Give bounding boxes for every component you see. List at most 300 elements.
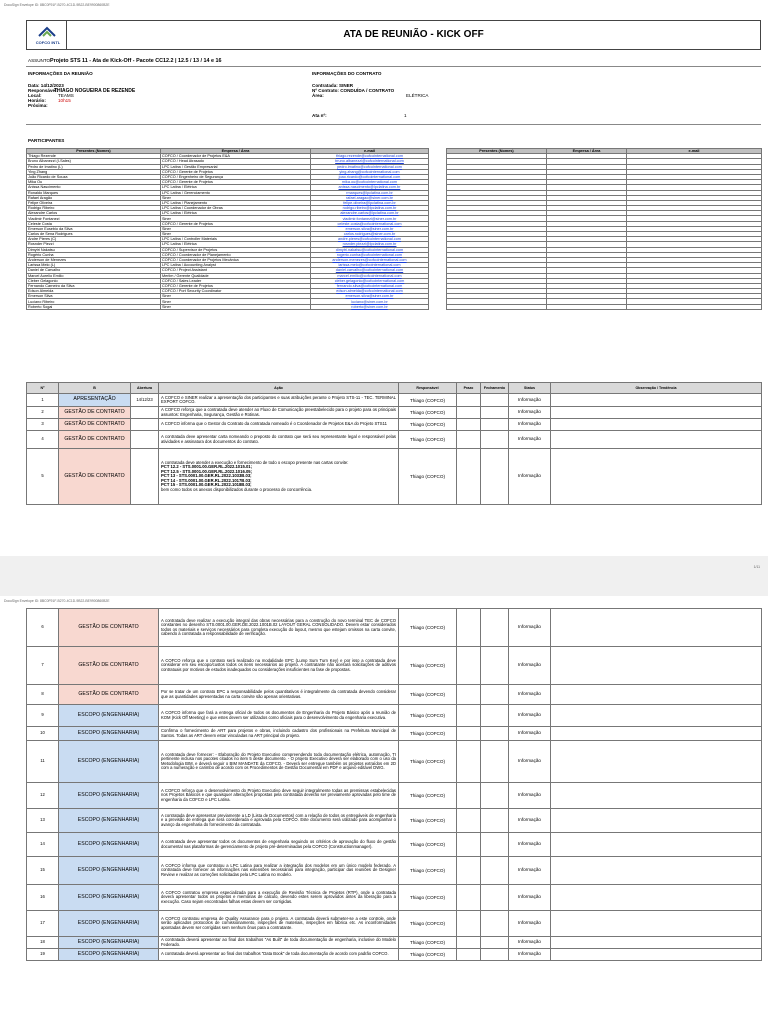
action-row [27, 431, 762, 449]
time-value: 10h15 [58, 98, 71, 103]
action-deadline [457, 911, 481, 937]
action-closing [481, 419, 509, 431]
action-text: A COFCO reforça que o desenvolvimento do Projeto Executivo deve seguir integralmente todas as premissas estabelecidas nos Projetos Básicos e que quaisquer alterações propostas pela contratada deverão ser previamente aprovadas pelo time de engenharia da COFCO e LPC Latina. [159, 783, 399, 809]
action-responsible: Thiago (COFCO) [399, 833, 457, 857]
action-status: Informação [509, 394, 551, 407]
col-header-company: Empresa / Área [547, 149, 627, 154]
col-header-name: Presentes (Nomes) [27, 149, 161, 154]
action-status: Informação [509, 705, 551, 727]
action-category: ESCOPO (ENGENHARIA) [59, 949, 159, 961]
action-responsible: Thiago (COFCO) [399, 609, 457, 647]
action-category: GESTÃO DE CONTRATO [59, 431, 131, 449]
participant-email[interactable]: pedro.imatino@cofcointernational.com [311, 164, 429, 169]
action-row [27, 885, 762, 911]
action-category: GESTÃO DE CONTRATO [59, 419, 131, 431]
participant-email[interactable]: marcel.emilio@cofcointernational.com [311, 273, 429, 278]
empty-cell [547, 304, 627, 309]
participant-name: Marcel Aurelio Emilio [27, 273, 161, 278]
action-text: A contratada deverá apresentar ao final dos trabalhos "Data Book" de toda documentação de acordo com padrão COFCO. [159, 949, 399, 961]
action-status: Informação [509, 809, 551, 833]
action-notes [551, 949, 762, 961]
action-notes [551, 857, 762, 885]
col-header-deadline: Prazo [457, 383, 481, 394]
action-category: ESCOPO (ENGENHARIA) [59, 741, 159, 783]
participant-email[interactable]: carlos.rodrigues@siner.com.br [311, 232, 429, 237]
action-deadline [457, 685, 481, 705]
action-responsible: Thiago (COFCO) [399, 431, 457, 449]
action-category: ESCOPO (ENGENHARIA) [59, 809, 159, 833]
participant-email[interactable]: anissa.nascimento@lpclatina.com.br [311, 185, 429, 190]
participant-company: Siner [161, 304, 311, 309]
logo-text: COFCO INTL [35, 40, 61, 45]
action-row [27, 394, 762, 407]
participant-company: Siner [161, 299, 311, 304]
participant-name: Bruno Albanezzi (I-Sales) [27, 159, 161, 164]
action-text-tail: bem como todos os anexos disponibilizados durante o processo de concorrência. [161, 486, 313, 492]
action-category: ESCOPO (ENGENHARIA) [59, 937, 159, 949]
participant-email[interactable]: andre.pieres@cofcointernational.com [311, 237, 429, 242]
participant-company: Siner [161, 294, 311, 299]
action-row [27, 949, 762, 961]
participant-email[interactable]: rogerio.cunha@cofcointernational.com [311, 252, 429, 257]
participant-email[interactable]: daniel.carvalho@cofcointernational.com [311, 268, 429, 273]
action-closing [481, 609, 509, 647]
action-deadline [457, 647, 481, 685]
action-number: 8 [27, 685, 59, 705]
participant-email[interactable]: luciano@siner.com.br [311, 299, 429, 304]
action-closing [481, 685, 509, 705]
action-number: 18 [27, 937, 59, 949]
action-row [27, 449, 762, 505]
action-deadline [457, 885, 481, 911]
empty-cell [627, 304, 762, 309]
participants-table [26, 148, 429, 310]
action-row [27, 741, 762, 783]
action-deadline [457, 937, 481, 949]
date-label: Data: 14/12/2023 [28, 83, 64, 88]
participant-company: COFCO / Head Atrasado [161, 159, 311, 164]
action-notes [551, 741, 762, 783]
action-closing [481, 937, 509, 949]
action-text [159, 394, 399, 407]
participant-company: Siner [161, 232, 311, 237]
action-status: Informação [509, 727, 551, 741]
scope-package: PCT 12.2 - STS.0001.00.GER.RL.2022.1015.01; [161, 464, 253, 470]
action-closing [481, 407, 509, 419]
action-open-date [131, 419, 159, 431]
action-closing [481, 783, 509, 809]
action-status: Informação [509, 937, 551, 949]
participant-name: Larissa Melo (L) [27, 263, 161, 268]
participant-email[interactable]: edson.almeida@cofcointernational.com [311, 289, 429, 294]
participant-company: LPC Latina / Coordenador de Obras [161, 206, 311, 211]
header-box [26, 20, 761, 50]
participant-email[interactable]: joao.ricardo@cofcointernational.com [311, 174, 429, 179]
participant-company: COFCO / Project Assistant [161, 268, 311, 273]
action-row [27, 407, 762, 419]
action-responsible: Thiago (COFCO) [399, 647, 457, 685]
action-row [27, 727, 762, 741]
actions-table [26, 382, 762, 505]
participant-name: Roberto Sogai [27, 304, 161, 309]
action-responsible: Thiago (COFCO) [399, 741, 457, 783]
action-notes [551, 809, 762, 833]
action-number: 14 [27, 833, 59, 857]
local-label: Local: [28, 93, 42, 98]
action-deadline [457, 783, 481, 809]
participant-email[interactable]: cleber.gelagonio@cofcointernational.com [311, 278, 429, 283]
participant-name: Rodrigo Ribeiro [27, 206, 161, 211]
participant-email[interactable]: alexandre.carlos@lpclatina.com.br [311, 211, 429, 216]
action-notes [551, 833, 762, 857]
action-deadline [457, 833, 481, 857]
participant-email[interactable]: thiago.rezende@cofcointernational.com [311, 154, 429, 159]
participant-email[interactable]: rafael.aragao@siner.com.br [311, 195, 429, 200]
action-responsible: Thiago (COFCO) [399, 949, 457, 961]
participant-company: COFCO / Port Security Coordinator [161, 289, 311, 294]
action-status: Informação [509, 783, 551, 809]
assunto-value: Projeto STS 11 - Ata de Kick-Off - Pacote CC12.2 | 12.5 / 13 / 14 e 16 [50, 58, 222, 64]
participant-name: Rosnder Piezzi [27, 242, 161, 247]
action-deadline [457, 431, 481, 449]
participant-name: Fernando Carneiro da Silva [27, 283, 161, 288]
page-title: ATA DE REUNIÃO - KICK OFF [343, 29, 484, 40]
participant-company: Siner [161, 226, 311, 231]
participant-name: Ronaldo Marques [27, 190, 161, 195]
participant-company: LPC Latina / Planejamento [161, 200, 311, 205]
responsible-value: THIAGO NOGUEIRA DE REZENDE [54, 88, 136, 94]
action-status: Informação [509, 833, 551, 857]
action-closing [481, 647, 509, 685]
page-number: 1/11 [753, 565, 760, 569]
participant-email[interactable]: roberto@siner.com.br [311, 304, 429, 309]
action-deadline [457, 609, 481, 647]
action-notes [551, 937, 762, 949]
participant-email[interactable]: anderson.menezes@cofcointernational.com [311, 257, 429, 262]
action-category: ESCOPO (ENGENHARIA) [59, 783, 159, 809]
participant-company: Siner [161, 195, 311, 200]
contract-label: Nº Contrato: CONDUÍDA / CONTRATO [312, 88, 395, 93]
participant-name: Emerson Eusebio da Silva [27, 226, 161, 231]
action-responsible: Thiago (COFCO) [399, 937, 457, 949]
table-row-empty [447, 304, 762, 309]
participant-email[interactable]: dimytri.nakatsu@cofcointernational.com [311, 247, 429, 252]
action-row [27, 419, 762, 431]
action-closing [481, 857, 509, 885]
action-row [27, 647, 762, 685]
table-row [27, 304, 429, 309]
action-deadline [457, 419, 481, 431]
action-category: ESCOPO (ENGENHARIA) [59, 857, 159, 885]
action-notes [551, 783, 762, 809]
action-notes [551, 609, 762, 647]
next-label: Próxima: [28, 103, 48, 108]
action-open-date [131, 449, 159, 505]
action-status: Informação [509, 949, 551, 961]
action-number: 7 [27, 647, 59, 685]
action-status: Informação [509, 647, 551, 685]
participant-name: Anderson de Menezes [27, 257, 161, 262]
action-notes [551, 685, 762, 705]
action-number: 17 [27, 911, 59, 937]
participant-company: COFCO / Gerente de Projetos [161, 221, 311, 226]
participant-name: Emerson Silva [27, 294, 161, 299]
col-header-email: e-mail [311, 149, 429, 154]
action-closing [481, 394, 509, 407]
action-row [27, 857, 762, 885]
action-number: 10 [27, 727, 59, 741]
action-responsible: Thiago (COFCO) [399, 419, 457, 431]
action-text-body: A contratada deve atender a execução e fornecimento de todo o escopo presente nas cartas convite: [161, 459, 349, 465]
area-label: Área: [312, 93, 324, 98]
action-deadline [457, 857, 481, 885]
minutes-number-value: 1 [404, 113, 407, 118]
action-notes [551, 449, 762, 505]
scope-package: PCT 15 - STS.0001.00.GER.RL.2022.1018B.03; [161, 482, 252, 488]
action-category: ESCOPO (ENGENHARIA) [59, 885, 159, 911]
participant-name: Luciano Ribeiro [27, 299, 161, 304]
section-participants: PARTICIPANTES [28, 138, 65, 143]
actions-table-continued [26, 608, 762, 961]
action-closing [481, 431, 509, 449]
action-number: 11 [27, 741, 59, 783]
action-deadline [457, 394, 481, 407]
action-status: Informação [509, 449, 551, 505]
action-responsible: Thiago (COFCO) [399, 911, 457, 937]
participant-email[interactable]: rmarques@lpclatina.com.br [311, 190, 429, 195]
participant-name: Rafael Aragão [27, 195, 161, 200]
participant-email[interactable]: celeste.costa@cofcointernational.com [311, 221, 429, 226]
participant-name: Alexandre Carlos [27, 211, 161, 216]
action-number: 15 [27, 857, 59, 885]
action-row [27, 833, 762, 857]
col-header-category: B [59, 383, 131, 394]
participant-company: COFCO / Sales Leader [161, 278, 311, 283]
action-deadline [457, 949, 481, 961]
print-stamp: DocuSign Envelope ID: 8BC0F91F-B270-4C1D-9B22-BE9900860B2E [4, 599, 110, 603]
action-text: Confirma o fornecimento de ART para projetos e obras, incluindo cadastro dos profissionais na Prefeitura Municipal de Santos. Todas as ART devem estar vinculadas na ART principal do projeto. [159, 727, 399, 741]
participant-name: Pedro de Imatino (L) [27, 164, 161, 169]
action-row [27, 937, 762, 949]
assunto-label: ASSUNTO: [28, 58, 52, 63]
action-deadline [457, 809, 481, 833]
participant-name: Edson Almeida [27, 289, 161, 294]
action-row [27, 609, 762, 647]
action-deadline [457, 741, 481, 783]
action-open-date [131, 431, 159, 449]
col-header-responsible: Responsável [399, 383, 457, 394]
action-status: Informação [509, 685, 551, 705]
page-2 [0, 596, 768, 1024]
action-closing [481, 809, 509, 833]
action-responsible: Thiago (COFCO) [399, 685, 457, 705]
action-closing [481, 727, 509, 741]
action-number: 13 [27, 809, 59, 833]
col-header-number: Nº [27, 383, 59, 394]
action-notes [551, 727, 762, 741]
scope-package: PCT 13 - STS.0001.00.GER.RL.2022.1033B.03; [161, 473, 252, 479]
action-status: Informação [509, 911, 551, 937]
action-row [27, 809, 762, 833]
action-status: Informação [509, 609, 551, 647]
action-row [27, 685, 762, 705]
action-closing [481, 741, 509, 783]
divider [26, 124, 761, 125]
action-text: A contratada deve apresentar previamente a LD (Lista de Documentos) com a relação de todos os entregáveis de engenharia e a previsão de entrega que será considerada e aprovada pela COFCO. Este documento será utilizado para acompanhar o avanço da engenharia do fornecimento da contratada. [159, 809, 399, 833]
participant-email[interactable]: felipe.oliveira@lpclatina.com.br [311, 200, 429, 205]
company-logo [27, 21, 67, 49]
action-text: A COFCO informa que contratou a LPC Latina para realizar a integração dos modelos em um único modelo federado. A contratada deve fornecer as informações nas extensões necessárias para integração, participar das reuniões de Designer Review e realizar as correções solicitadas pela LPC Latina no modelo. [159, 857, 399, 885]
meeting-sheet-continued [26, 608, 761, 1024]
col-header-email: e-mail [627, 149, 762, 154]
section-meeting-info: INFORMAÇÕES DA REUNIÃO [28, 71, 93, 76]
action-notes [551, 407, 762, 419]
participant-company: LPC Latina / Elétrica [161, 242, 311, 247]
action-row [27, 783, 762, 809]
action-category: ESCOPO (ENGENHARIA) [59, 833, 159, 857]
col-header-closing: Fechamento [481, 383, 509, 394]
action-status: Informação [509, 407, 551, 419]
action-number: 5 [27, 449, 59, 505]
participant-email[interactable]: vladimir.fontanezi@siner.com.br [311, 216, 429, 221]
participant-company: LPC Latina / Elétrica [161, 185, 311, 190]
participant-email[interactable]: mika.ou@cofcointernational.com [311, 180, 429, 185]
participant-name: Felipe Oliveira [27, 200, 161, 205]
participant-name: Thiago Rezende [27, 154, 161, 159]
participant-company: LPC Latina / Gerenciamento [161, 190, 311, 195]
participant-name: Daniel de Carvalho [27, 268, 161, 273]
action-number: 16 [27, 885, 59, 911]
action-category: GESTÃO DE CONTRATO [59, 407, 131, 419]
participant-email[interactable]: larissa.melo@cofcointernational.com [311, 263, 429, 268]
action-text [159, 431, 399, 449]
action-category: GESTÃO DE CONTRATO [59, 647, 159, 685]
action-text-body: A contratada deve apresentar carta nomeando o preposto do contrato que será seu representante legal e responsável pelas atividades e assinatura dos documentos do contrato. [161, 434, 396, 444]
empty-cell [447, 304, 547, 309]
action-responsible: Thiago (COFCO) [399, 449, 457, 505]
participants-table-right [446, 148, 762, 310]
action-category: GESTÃO DE CONTRATO [59, 449, 131, 505]
participant-email[interactable]: rosnder.piezzi@lpclatina.com.br [311, 242, 429, 247]
col-header-status: Status [509, 383, 551, 394]
participant-name: João Ricardo de Souza [27, 174, 161, 179]
action-text: A contratada deve fornecer: - Elaboração do Projeto Executivo compreendendo toda documentação elétrica, automação, TI pertinente inclusa nos pacotes citados no item 5 deste documento. - O projeto Executivo deverá ser elaborado com o uso da Metodologia BIM, e deverá seguir o BIM MANDATE da COFCO. - Deverá ser entregue também os projetos extraídos em 2D com a numeração e carimbo de acordo com os Procedimentos de Gestão Documental em PDF e arquivo editável DWG. [159, 741, 399, 783]
action-responsible: Thiago (COFCO) [399, 857, 457, 885]
action-text-body: A COFCO informa que o Gestor do Contrato da contratada nomeado é o Coordenador de Projetos E&A do Projeto STS11 [161, 421, 387, 427]
participant-company: Merlim / Gerente Qualidade [161, 273, 311, 278]
action-deadline [457, 705, 481, 727]
participant-company: COFCO / Gerente de Projetos [161, 169, 311, 174]
col-header-name: Presentes (Nomes) [447, 149, 547, 154]
action-text: A COFCO reforça que o contrato será realizado na modalidade EPC (Lump Sum Turn Key) e por isso a contratada deve considerar em seu escopo/custos todos os itens necessários ao projeto. A contratante não aceitará solicitações de aditivos contratuais por motivos de estudos inadequados ou considerações insuficientes na fase de propostas. [159, 647, 399, 685]
participant-name: Carlos de Sena Rodrigues [27, 232, 161, 237]
action-text [159, 449, 399, 505]
action-closing [481, 449, 509, 505]
action-number: 9 [27, 705, 59, 727]
participant-name: Mika Ou [27, 180, 161, 185]
participant-email[interactable]: fernando.silva@cofcointernational.com [311, 283, 429, 288]
action-notes [551, 394, 762, 407]
scope-package: PCT 12.5 - STS.0001.00.GER.RL.2022.1016.05; [161, 468, 253, 474]
action-notes [551, 705, 762, 727]
action-responsible: Thiago (COFCO) [399, 783, 457, 809]
section-contract-info: INFORMAÇÕES DO CONTRATO [312, 71, 382, 76]
participant-email[interactable]: bruno.albanezzi@cofcointernational.com [311, 159, 429, 164]
time-label: Horário: [28, 98, 46, 103]
action-text: A contratada deve apresentar todos os documentos de engenharia seguindo os critérios de aprovação do fluxo de gestão documental nas plataformas de gerenciamento de projeto pré-determinadas pela COFCO (Constructionmanager). [159, 833, 399, 857]
logo-icon [37, 26, 57, 38]
participant-company: LPC Latina / Gestão Empresarial [161, 164, 311, 169]
action-responsible: Thiago (COFCO) [399, 394, 457, 407]
participant-name: Vladimir Fontanezi [27, 216, 161, 221]
participant-email[interactable]: emerson.silva@siner.com.br [311, 294, 429, 299]
action-category: ESCOPO (ENGENHARIA) [59, 727, 159, 741]
action-text [159, 407, 399, 419]
col-header-action: Ação [159, 383, 399, 394]
action-notes [551, 911, 762, 937]
col-header-company: Empresa / Área [161, 149, 311, 154]
participant-company: COFCO / Coordenador de Projetos E&A [161, 154, 311, 159]
meeting-sheet [26, 20, 761, 556]
participant-company: COFCO / Supervisor de Projetos [161, 247, 311, 252]
action-number: 3 [27, 419, 59, 431]
action-text: A COFCO contratou empresa de Quality Assurance para o projeto. A contratada deverá submeter-se a este controle, onde serão aplicados protocolos de comissionamento, inspeções de materiais, inspeções em fábrica etc. As inconformidades apontadas devem ser corrigidas sem nenhum ônus para a contratante. [159, 911, 399, 937]
action-text-body: A COFCO e SINER realizar a apresentação dos participantes e suas atribuições perante o Projeto STS-11 - TEC. TERMINAL EXPORT COFCO. [161, 394, 396, 404]
participant-company: COFCO / Gerente de Projetos [161, 180, 311, 185]
responsible-label: Responsável: [28, 88, 58, 93]
action-text: A COFCO informa que fará a entrega oficial de todos os documentos de Engenharia do Projeto Básico após a reunião de KOM (Kick Off Meeting) e que estes devem ser utilizados como oficiais para o desenvolvimento da engenharia executiva. [159, 705, 399, 727]
participant-company: LPC Latina / Elétrica [161, 211, 311, 216]
action-text: Por se tratar de um contrato EPC a responsabilidade pelos quantitativos é integralmente da contratada devendo considerar que as quantidades apresentadas na carta convite são apenas orientativas. [159, 685, 399, 705]
action-deadline [457, 407, 481, 419]
action-row [27, 705, 762, 727]
action-responsible: Thiago (COFCO) [399, 727, 457, 741]
participant-email[interactable]: emerson.silva@siner.com.br [311, 226, 429, 231]
action-text: A contratada deve realizar a execução integral das obras necessárias para a construção do novo terminal TEC de COFCO constantes no desenho STS.0001.00.GER.DE.2022.1001B.02 LAYOUT GERAL CONSOLIDADO. Devem estar considerados todos os materiais e serviços necessários para completa execução do layout, mesmo que estejam omissos na carta convite, cabendo à contratada a responsabilidade de verificação. [159, 609, 399, 647]
action-notes [551, 647, 762, 685]
divider [26, 66, 761, 67]
participant-company: LPC Latina / Controller Materiais [161, 237, 311, 242]
action-number: 4 [27, 431, 59, 449]
action-notes [551, 885, 762, 911]
action-notes [551, 419, 762, 431]
action-responsible: Thiago (COFCO) [399, 885, 457, 911]
participant-company: COFCO / Coordenador de Projetos Mecânica [161, 257, 311, 262]
action-status: Informação [509, 885, 551, 911]
participant-company: COFCO / Coordenador de Planejamento [161, 252, 311, 257]
participant-name: Celeste Costa [27, 221, 161, 226]
action-number: 2 [27, 407, 59, 419]
action-row [27, 911, 762, 937]
minutes-number-label: Ata nº: [312, 113, 327, 118]
action-deadline [457, 449, 481, 505]
participant-name: Anissa Nascimento [27, 185, 161, 190]
action-category: ESCOPO (ENGENHARIA) [59, 705, 159, 727]
participant-company: LPC Latina / Accounting Analyst [161, 263, 311, 268]
action-text: A contratada deverá apresentar ao final dos trabalhos "As Built" de toda documentação de engenharia, inclusive do Modelo Federado. [159, 937, 399, 949]
contractor-label: Contratada: SINER [312, 83, 354, 88]
action-text-body: A COFCO reforça que a contratada deve atender ao Fluxo de Comunicação preestabelecido para o projeto para os principais assuntos: Engenharia, Segurança, Gestão e Rotinas. [161, 407, 396, 417]
participant-email[interactable]: ying.zhang@cofcointernational.com [311, 169, 429, 174]
col-header-notes: Observação / Tendência [551, 383, 762, 394]
action-responsible: Thiago (COFCO) [399, 407, 457, 419]
action-open-date [131, 407, 159, 419]
action-open-date: 14/12/23 [131, 394, 159, 407]
action-status: Informação [509, 857, 551, 885]
action-status: Informação [509, 431, 551, 449]
action-status: Informação [509, 419, 551, 431]
participant-email[interactable]: rodrigo.ribeiro@lpclatina.com.br [311, 206, 429, 211]
